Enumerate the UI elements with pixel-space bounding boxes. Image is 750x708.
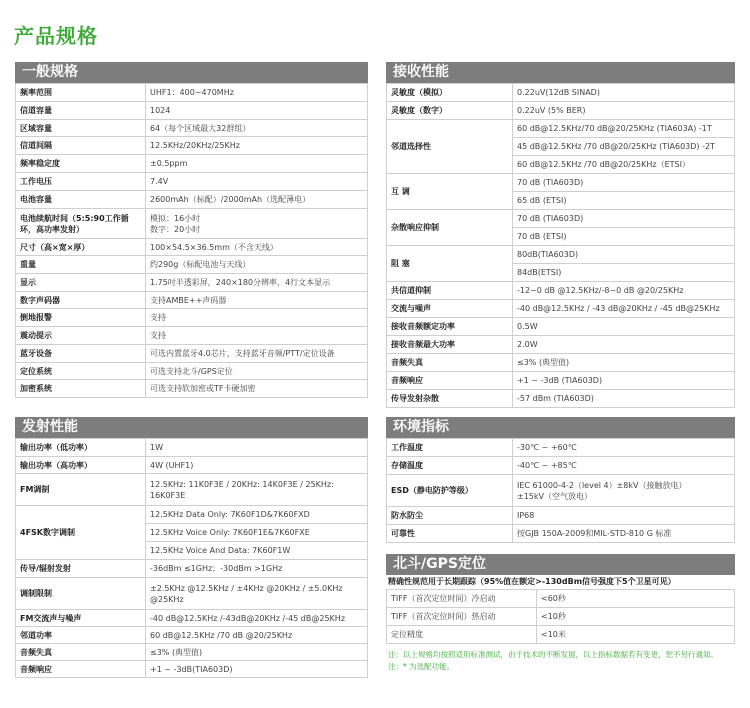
spec-value [146, 209, 368, 239]
transmit-section [15, 417, 368, 678]
table-row [16, 380, 368, 398]
table-row [16, 292, 368, 309]
spec-value: -40℃ ~ +85℃ [513, 457, 735, 475]
spec-value-line: 模拟：16小时 [150, 213, 201, 223]
spec-value [513, 475, 735, 507]
table-row [387, 457, 735, 475]
spec-label: 防水防尘 [387, 507, 513, 525]
spec-label: 定位系统 [16, 363, 146, 380]
spec-label: 信道容量 [16, 102, 146, 120]
table-row [16, 309, 368, 327]
table-row [16, 560, 368, 578]
spec-value: -40 dB@12.5KHz /-43dB@20KHz /-45 dB@25KHz [146, 610, 368, 627]
spec-value: IP68 [513, 507, 735, 525]
spec-value: +1 ~ -3dB (TIA603D) [513, 372, 735, 390]
footnote: 注：以上规格均按照适用标准测试，由于技术的不断发展，以上指标数据若有变更，恕不另行通知。 [388, 650, 718, 659]
table-row [387, 626, 735, 644]
spec-label: 互 调 [387, 174, 513, 210]
spec-value [146, 474, 368, 506]
spec-label: 传导/辐射发射 [16, 560, 146, 578]
table-row [387, 525, 735, 543]
spec-label: 尺寸（高×宽×厚） [16, 239, 146, 256]
spec-value: 2.0W [513, 336, 735, 354]
environment-table [386, 438, 735, 543]
table-row [16, 137, 368, 155]
spec-value: <10米 [537, 626, 735, 644]
spec-label: 电池容量 [16, 191, 146, 209]
spec-label: TIFF（首次定位时间）冷启动 [387, 590, 537, 608]
spec-label: 震动提示 [16, 327, 146, 345]
spec-value: ≤3% (典型值) [513, 354, 735, 372]
table-row [16, 102, 368, 120]
spec-value: 按GJB 150A-2009和MIL-STD-810 G 标准 [513, 525, 735, 543]
table-row [16, 239, 368, 256]
spec-value: 70 dB (TIA603D) [513, 210, 735, 228]
table-row [387, 336, 735, 354]
spec-label: 频率稳定度 [16, 155, 146, 173]
spec-value: 7.4V [146, 173, 368, 191]
spec-value: 70 dB (TIA603D) [513, 174, 735, 192]
spec-value: 可选支持北斗/GPS定位 [146, 363, 368, 380]
table-row [16, 155, 368, 173]
spec-label: TIFF（首次定位时间）热启动 [387, 608, 537, 626]
spec-label: 显示 [16, 274, 146, 292]
gps-header: 北斗/GPS定位 [386, 554, 735, 575]
spec-value-line: 数字：20小时 [150, 224, 201, 234]
spec-value-line: @25KHz [150, 594, 184, 604]
gps-section [386, 554, 735, 673]
table-row [387, 318, 735, 336]
table-row [387, 439, 735, 457]
table-row [387, 590, 735, 608]
table-row [387, 102, 735, 120]
spec-value: 64（每个区域最大32群组） [146, 120, 368, 137]
table-row [16, 209, 368, 239]
spec-label: 音频响应 [387, 372, 513, 390]
table-row [387, 507, 735, 525]
table-row [16, 610, 368, 627]
spec-value: 可选支持软加密或TF卡硬加密 [146, 380, 368, 398]
table-row [16, 661, 368, 678]
spec-label: 区域容量 [16, 120, 146, 137]
table-row [16, 627, 368, 644]
spec-value: 支持 [146, 327, 368, 345]
table-row [16, 173, 368, 191]
spec-label: 灵敏度（数字） [387, 102, 513, 120]
receive-section [386, 62, 735, 408]
spec-label: 音频响应 [16, 661, 146, 678]
spec-label: FM调制 [16, 474, 146, 506]
spec-value-line: IEC 61000-4-2（level 4）±8kV（接触放电） [517, 480, 687, 490]
table-row [387, 608, 735, 626]
spec-value: 可选内置蓝牙4.0芯片，支持蓝牙音频/PTT/定位设备 [146, 345, 368, 363]
spec-value: 支持 [146, 309, 368, 327]
spec-label: 信道间隔 [16, 137, 146, 155]
spec-value: <60秒 [537, 590, 735, 608]
footnote: 注：* 为选配功能。 [388, 662, 455, 671]
spec-value: 1W [146, 439, 368, 457]
table-row [16, 474, 368, 506]
receive-table [386, 83, 735, 408]
spec-value [146, 578, 368, 610]
spec-label: 工作电压 [16, 173, 146, 191]
spec-value: 45 dB@12.5KHz /70 dB@20/25KHz (TIA603D) -2T [513, 138, 735, 156]
spec-value: 12.5KHz Data Only: 7K60F1D&7K60FXD [146, 506, 368, 524]
spec-value: 12.5KHz Voice Only: 7K60F1E&7K60FXE [146, 524, 368, 542]
spec-value: 0.5W [513, 318, 735, 336]
spec-value-line: ±2.5KHz @12.5KHz / ±4KHz @20KHz / ±5.0KHz [150, 583, 343, 593]
receive-header: 接收性能 [386, 62, 735, 83]
gps-intro: 精确性规范用于长期跟踪（95%值在额定>-130dBm信号强度下5个卫星可见） [388, 577, 676, 586]
spec-value: ±0.5ppm [146, 155, 368, 173]
table-row [387, 84, 735, 102]
spec-label: 接收音频额定功率 [387, 318, 513, 336]
spec-label: 存储温度 [387, 457, 513, 475]
spec-label: 定位精度 [387, 626, 537, 644]
spec-label: 可靠性 [387, 525, 513, 543]
spec-value-line: 16K0F3E [150, 490, 186, 500]
spec-value: 60 dB@12.5KHz /70 dB@20/25KHz（ETSI） [513, 156, 735, 174]
spec-value: 70 dB (ETSI) [513, 228, 735, 246]
page-title: 产品规格 [14, 24, 98, 48]
spec-value: -57 dBm (TIA603D) [513, 390, 735, 408]
table-row [16, 256, 368, 274]
spec-label: 工作温度 [387, 439, 513, 457]
table-row [16, 84, 368, 102]
spec-value: -30℃ ~ +60℃ [513, 439, 735, 457]
environment-header: 环境指标 [386, 417, 735, 438]
table-row [16, 506, 368, 524]
gps-table [386, 589, 735, 644]
spec-value: 2600mAh（标配）/2000mAh（选配薄电） [146, 191, 368, 209]
table-row [387, 246, 735, 264]
spec-label: 音频失真 [387, 354, 513, 372]
spec-label: 频率范围 [16, 84, 146, 102]
spec-label: 蓝牙设备 [16, 345, 146, 363]
table-row [387, 282, 735, 300]
spec-label: 数字声码器 [16, 292, 146, 309]
spec-value: 84dB(ETSI) [513, 264, 735, 282]
spec-value: 1.75吋半透彩屏，240×180分辨率，4行文本显示 [146, 274, 368, 292]
table-row [16, 439, 368, 457]
spec-label: ESD（静电防护等级） [387, 475, 513, 507]
spec-label: 输出功率（高功率） [16, 457, 146, 474]
spec-value-line: 12.5KHz: 11K0F3E / 20KHz: 14K0F3E / 25KHz: [150, 479, 334, 489]
table-row [387, 300, 735, 318]
table-row [16, 644, 368, 661]
table-row [387, 354, 735, 372]
spec-label: 共信道抑制 [387, 282, 513, 300]
table-row [16, 191, 368, 209]
spec-value: ≤3% (典型值) [146, 644, 368, 661]
table-row [16, 274, 368, 292]
general-specs-header: 一般规格 [15, 62, 368, 83]
spec-label: 加密系统 [16, 380, 146, 398]
spec-label: 杂散响应抑制 [387, 210, 513, 246]
spec-value: 60 dB@12.5KHz/70 dB@20/25KHz (TIA603A) -1T [513, 120, 735, 138]
table-row [387, 120, 735, 138]
spec-label: 邻道选择性 [387, 120, 513, 174]
spec-value: UHF1：400~470MHz [146, 84, 368, 102]
transmit-header: 发射性能 [15, 417, 368, 438]
spec-label: 电池续航时间（5:5:90工作循环，高功率发射） [16, 209, 146, 239]
table-row [16, 363, 368, 380]
general-specs-section [15, 62, 368, 398]
spec-value: -36dBm ≤1GHz；-30dBm >1GHz [146, 560, 368, 578]
spec-value-line: ±15kV（空气放电） [517, 491, 592, 501]
spec-value: 4W (UHF1) [146, 457, 368, 474]
table-row [387, 210, 735, 228]
spec-value: 12.5KHz Voice And Data: 7K60F1W [146, 542, 368, 560]
table-row [387, 174, 735, 192]
spec-label: 倒地报警 [16, 309, 146, 327]
spec-label: 输出功率（低功率） [16, 439, 146, 457]
spec-label: 音频失真 [16, 644, 146, 661]
spec-value: 支持AMBE++声码器 [146, 292, 368, 309]
table-row [387, 372, 735, 390]
spec-value: 1024 [146, 102, 368, 120]
spec-value: 100×54.5×36.5mm（不含天线） [146, 239, 368, 256]
spec-label: 重量 [16, 256, 146, 274]
spec-label: FM交流声与噪声 [16, 610, 146, 627]
spec-label: 灵敏度（模拟） [387, 84, 513, 102]
environment-section [386, 417, 735, 543]
spec-label: 交流与噪声 [387, 300, 513, 318]
spec-value: 60 dB@12.5KHz /70 dB @20/25KHz [146, 627, 368, 644]
table-row [387, 475, 735, 507]
spec-value: 0.22uV(12dB SINAD) [513, 84, 735, 102]
table-row [387, 390, 735, 408]
spec-value: -12~0 dB @12.5KHz/-8~0 dB @20/25KHz [513, 282, 735, 300]
spec-value: 约290g（标配电池与天线） [146, 256, 368, 274]
general-specs-table [15, 83, 368, 398]
spec-label: 邻道功率 [16, 627, 146, 644]
table-row [16, 327, 368, 345]
spec-value: 12.5KHz/20KHz/25KHz [146, 137, 368, 155]
spec-label: 4FSK数字调制 [16, 506, 146, 560]
spec-label: 接收音频最大功率 [387, 336, 513, 354]
spec-value: 0.22uV (5% BER) [513, 102, 735, 120]
table-row [16, 457, 368, 474]
spec-value: <10秒 [537, 608, 735, 626]
spec-value: -40 dB@12.5KHz / -43 dB@20KHz / -45 dB@25KHz [513, 300, 735, 318]
spec-label: 阻 塞 [387, 246, 513, 282]
table-row [16, 345, 368, 363]
spec-label: 传导发射杂散 [387, 390, 513, 408]
spec-value: 65 dB (ETSI) [513, 192, 735, 210]
spec-value: 80dB(TIA603D) [513, 246, 735, 264]
spec-label: 调制限制 [16, 578, 146, 610]
table-row [16, 578, 368, 610]
spec-value: +1 ~ -3dB(TIA603D) [146, 661, 368, 678]
transmit-table [15, 438, 368, 678]
table-row [16, 120, 368, 137]
